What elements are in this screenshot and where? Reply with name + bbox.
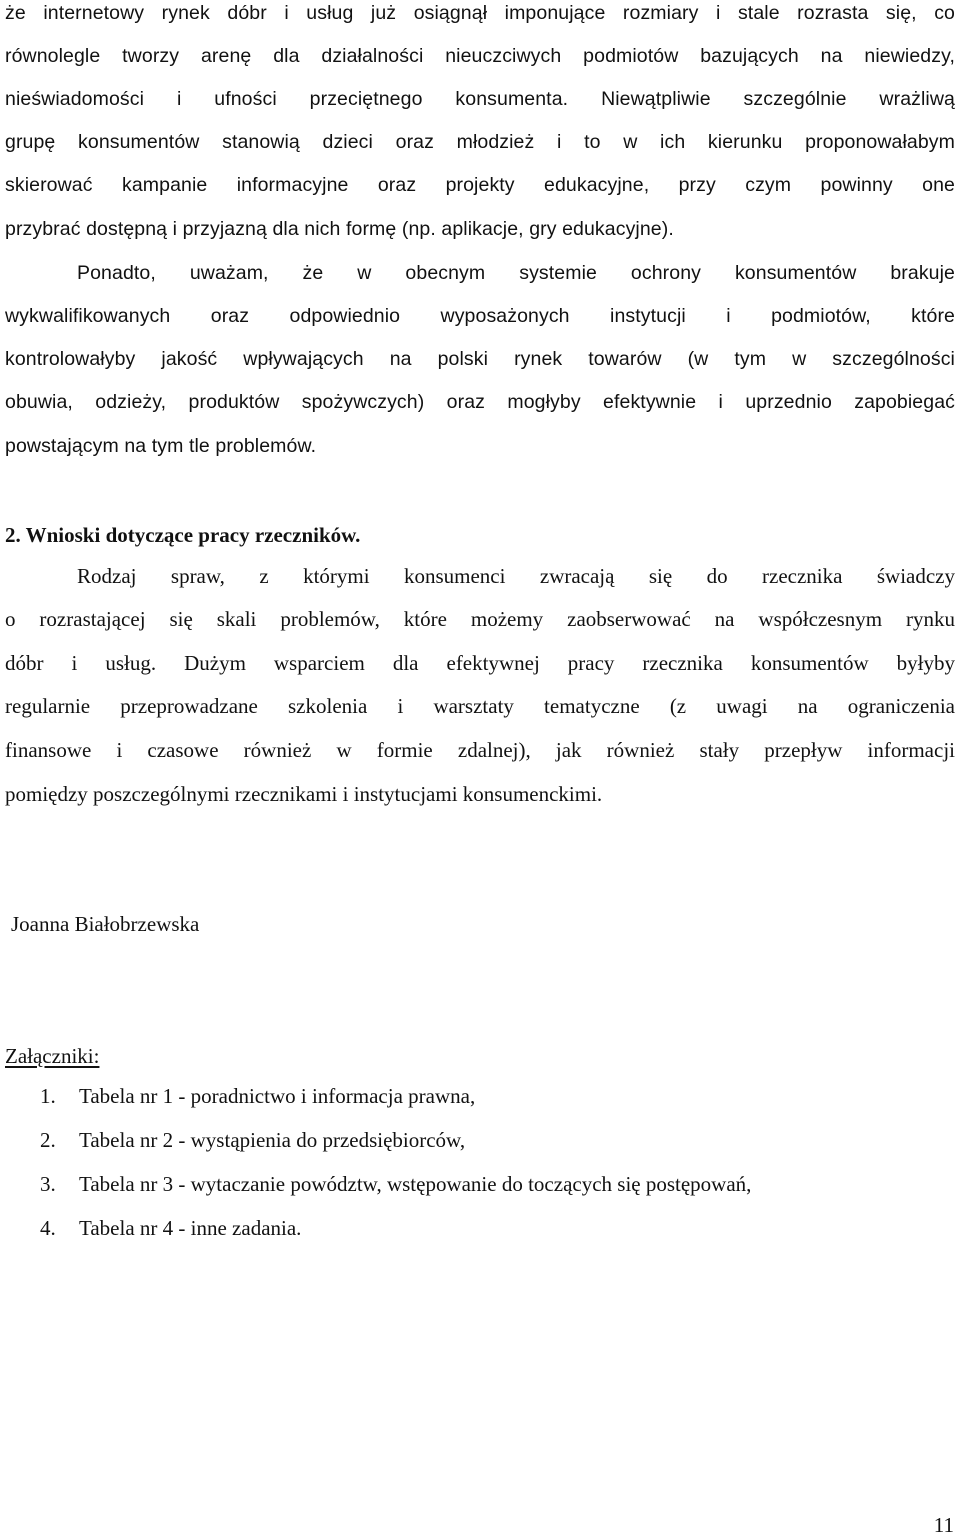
body-text-line: powstającym na tym tle problemów. [5,435,317,457]
body-text-line: równolegle tworzy arenę dla działalności nieuczciwych podmiotów bazujących na niewiedzy, [5,45,955,67]
attachment-label: Tabela nr 1 - poradnictwo i informacja prawna, [79,1084,476,1108]
author-signature: Joanna Białobrzewska [11,912,200,936]
page-number: 11 [933,1513,954,1537]
attachment-number: 1. [40,1084,56,1108]
body-text-fragment: Niewątpliwie szczególnie wrażliwą [601,88,955,110]
body-text-line: że internetowy rynek dóbr i usług już osiągnął imponujące rozmiary i stale rozrasta się, co [5,2,955,24]
body-text-line: o rozrastającej się skali problemów, które możemy zaobserwować na współczesnym rynku [5,607,955,631]
body-text-line: Rodzaj spraw, z którymi konsumenci zwracają się do rzecznika świadczy [77,564,955,588]
body-text-line-mixed [5,650,955,676]
body-text-line: kontrolowałyby jakość wpływających na polski rynek towarów (w tym w szczególności [5,348,955,370]
attachment-number: 4. [40,1216,56,1240]
attachment-number: 3. [40,1172,56,1196]
body-text-line: regularnie przeprowadzane szkolenia i warsztaty tematyczne (z uwagi na ograniczenia [5,694,955,718]
body-text-line: przybrać dostępną i przyjazną dla nich formę (np. aplikacje, gry edukacyjne). [5,218,674,240]
body-text-line: grupę konsumentów stanowią dzieci oraz młodzież i to w ich kierunku proponowałabym [5,131,955,153]
attachment-label: Tabela nr 3 - wytaczanie powództw, wstępowanie do toczących się postępowań, [79,1172,752,1196]
body-text-fragment: Dużym wsparciem dla efektywnej pracy rzecznika konsumentów byłyby [184,651,955,675]
body-text-line: skierować kampanie informacyjne oraz projekty edukacyjne, przy czym powinny one [5,174,955,196]
body-text-line: pomiędzy poszczególnymi rzecznikami i instytucjami konsumenckimi. [5,782,603,806]
section-heading: 2. Wnioski dotyczące pracy rzeczników. [5,523,361,547]
attachment-label: Tabela nr 2 - wystąpienia do przedsiębiorców, [79,1128,466,1152]
body-text-line: wykwalifikowanych oraz odpowiednio wyposażonych instytucji i podmiotów, które [5,305,955,327]
attachments-title: Załączniki: [5,1044,100,1068]
body-text-line: Ponadto, uważam, że w obecnym systemie ochrony konsumentów brakuje [77,262,955,284]
body-text-fragment: dóbr i usług. [5,651,157,675]
body-text-line-mixed [5,86,955,112]
attachment-number: 2. [40,1128,56,1152]
body-text-line: obuwia, odzieży, produktów spożywczych) oraz mogłyby efektywnie i uprzednio zapobiegać [5,391,955,413]
body-text-line: finansowe i czasowe również w formie zdalnej), jak również stały przepływ informacji [5,738,955,762]
attachment-label: Tabela nr 4 - inne zadania. [79,1216,302,1240]
body-text-fragment: nieświadomości i ufności przeciętnego konsumenta. [5,88,569,110]
